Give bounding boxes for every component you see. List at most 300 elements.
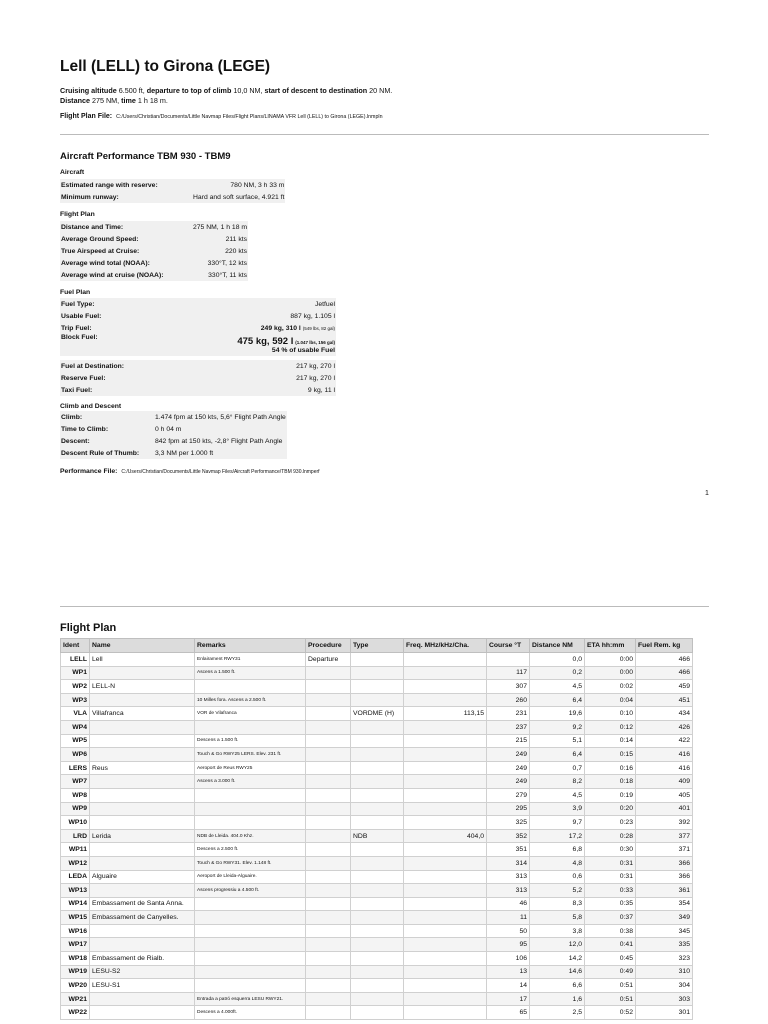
procedure-cell [306,965,351,979]
type-cell [351,666,404,680]
freq-cell [404,666,487,680]
name-cell [90,1006,195,1020]
name-cell [90,788,195,802]
distance-cell: 8,3 [530,897,585,911]
fuel-cell: 416 [636,748,693,762]
kv-value: 1.474 fpm at 150 kts, 5,6° Flight Path Angle [155,413,286,421]
column-header: Procedure [306,639,351,653]
remarks-cell [195,816,306,830]
eta-cell: 0:16 [585,761,636,775]
divider [60,606,709,607]
remarks-cell: Descens a 4.000ft. [195,1006,306,1020]
table-row [61,775,693,789]
distance-cell: 5,1 [530,734,585,748]
fuel-cell: 366 [636,856,693,870]
eta-cell: 0:51 [585,979,636,993]
fuel-cell: 392 [636,816,693,830]
eta-cell: 0:41 [585,938,636,952]
name-cell: Embassament de Canyelles. [90,911,195,925]
name-cell: Villafranca [90,707,195,721]
procedure-cell [306,856,351,870]
distance-cell: 2,5 [530,1006,585,1020]
fuel-cell: 405 [636,788,693,802]
kv-value: 780 NM, 3 h 33 m [230,181,285,189]
kv-value: 842 fpm at 150 kts, -2,8° Flight Path Angle [155,437,283,445]
course-cell: 249 [487,761,530,775]
divider [60,134,709,135]
kv-label: Distance and Time: [61,223,124,231]
ident-cell: WP22 [61,1006,90,1020]
distance-cell: 17,2 [530,829,585,843]
type-cell [351,1006,404,1020]
flightplan-table [60,221,248,281]
fuel-cell: 361 [636,884,693,898]
eta-cell: 0:04 [585,693,636,707]
ident-cell: LEDA [61,870,90,884]
type-cell [351,965,404,979]
type-cell [351,897,404,911]
ident-cell: WP20 [61,979,90,993]
course-cell [487,653,530,667]
table-row [61,802,693,816]
name-cell [90,843,195,857]
kv-row [60,245,248,257]
column-header: Name [90,639,195,653]
kv-label: Estimated range with reserve: [61,181,158,189]
table-row [61,884,693,898]
ident-cell: WP9 [61,802,90,816]
page-number: 1 [705,490,709,497]
eta-cell: 0:00 [585,666,636,680]
table-row [61,653,693,667]
type-cell [351,856,404,870]
ident-cell: WP11 [61,843,90,857]
fuel-cell: 451 [636,693,693,707]
kv-label: Minimum runway: [61,193,119,201]
type-cell [351,843,404,857]
kv-row [60,257,248,269]
remarks-cell: NDB de Lleida. 404.0 Khz. [195,829,306,843]
kv-value: 330°T, 12 kts [207,259,248,267]
name-cell: Lell [90,653,195,667]
eta-cell: 0:35 [585,897,636,911]
kv-label: Descent: [61,437,90,445]
type-cell [351,680,404,694]
type-cell [351,693,404,707]
type-cell [351,748,404,762]
distance-cell: 3,8 [530,924,585,938]
kv-row [60,179,285,191]
eta-cell: 0:02 [585,680,636,694]
freq-cell [404,748,487,762]
name-cell: Embassament de Santa Anna. [90,897,195,911]
procedure-cell [306,924,351,938]
kv-label: Average wind at cruise (NOAA): [61,271,164,279]
name-cell [90,666,195,680]
distance-cell: 9,2 [530,720,585,734]
distance-cell: 6,4 [530,693,585,707]
eta-cell: 0:19 [585,788,636,802]
name-cell [90,748,195,762]
flight-plan-title: Flight Plan [60,622,117,634]
procedure-cell [306,897,351,911]
fuel-heading: Fuel Plan [60,289,91,296]
course-cell: 313 [487,870,530,884]
course-cell: 11 [487,911,530,925]
procedure-cell: Departure [306,653,351,667]
course-cell: 231 [487,707,530,721]
procedure-cell [306,748,351,762]
ident-cell: WP19 [61,965,90,979]
freq-cell [404,897,487,911]
eta-cell: 0:00 [585,653,636,667]
eta-cell: 0:20 [585,802,636,816]
freq-cell [404,1006,487,1020]
ident-cell: WP1 [61,666,90,680]
type-cell [351,992,404,1006]
remarks-cell: Entrada a patró esquerra LESU RWY21. [195,992,306,1006]
remarks-cell [195,720,306,734]
fuel-cell: 366 [636,870,693,884]
course-cell: 314 [487,856,530,870]
remarks-cell [195,979,306,993]
remarks-cell [195,965,306,979]
type-cell [351,884,404,898]
fuel-cell: 304 [636,979,693,993]
name-cell [90,802,195,816]
eta-cell: 0:49 [585,965,636,979]
eta-cell: 0:18 [585,775,636,789]
type-cell [351,911,404,925]
remarks-cell: Enlairament RWY31 [195,653,306,667]
kv-value: Hard and soft surface, 4.921 ft [193,193,285,201]
performance-file: Performance File: C:/Users/Christian/Documents/Little Navmap Files/Aircraft Performance/TBM 930.lnmperf [60,468,320,475]
procedure-cell [306,761,351,775]
climb-table [60,411,287,459]
remarks-cell [195,897,306,911]
type-cell [351,788,404,802]
eta-cell: 0:45 [585,952,636,966]
type-cell [351,924,404,938]
freq-cell [404,788,487,802]
distance-cell: 14,6 [530,965,585,979]
remarks-cell [195,788,306,802]
freq-cell [404,653,487,667]
table-row [61,911,693,925]
course-cell: 351 [487,843,530,857]
course-cell: 215 [487,734,530,748]
procedure-cell [306,992,351,1006]
ident-cell: WP6 [61,748,90,762]
course-cell: 295 [487,802,530,816]
table-row [61,734,693,748]
kv-row [60,269,248,281]
distance-cell: 0,2 [530,666,585,680]
fuel-cell: 401 [636,802,693,816]
table-row [61,843,693,857]
freq-cell [404,992,487,1006]
type-cell [351,653,404,667]
ident-cell: WP14 [61,897,90,911]
ident-cell: WP18 [61,952,90,966]
course-cell: 249 [487,775,530,789]
course-cell: 95 [487,938,530,952]
table-row [61,924,693,938]
type-cell [351,870,404,884]
kv-label: Climb: [61,413,83,421]
name-cell [90,693,195,707]
fuel-cell: 371 [636,843,693,857]
fuel-cell: 335 [636,938,693,952]
distance-cell: 5,8 [530,911,585,925]
type-cell [351,775,404,789]
freq-cell [404,938,487,952]
kv-value: 220 kts [225,247,248,255]
climb-heading: Climb and Descent [60,403,122,410]
column-header: Fuel Rem. kg [636,639,693,653]
remarks-cell: Touch & Go RWY25 LERS. Elev. 231 ft. [195,748,306,762]
procedure-cell [306,720,351,734]
kv-row [60,435,287,447]
distance-cell: 5,2 [530,884,585,898]
table-row [61,816,693,830]
remarks-cell [195,802,306,816]
fuel-cell: 466 [636,653,693,667]
kv-value: 3,3 NM per 1.000 ft [155,449,214,457]
kv-label: Average wind total (NOAA): [61,259,150,267]
eta-cell: 0:28 [585,829,636,843]
column-header: Freq. MHz/kHz/Cha. [404,639,487,653]
distance-cell: 4,5 [530,680,585,694]
kv-value: 0 h 04 m [155,425,182,433]
eta-cell: 0:52 [585,1006,636,1020]
name-cell [90,720,195,734]
ident-cell: WP15 [61,911,90,925]
course-cell: 260 [487,693,530,707]
ident-cell: WP7 [61,775,90,789]
table-row [61,680,693,694]
fuel-cell: 310 [636,965,693,979]
ident-cell: WP17 [61,938,90,952]
freq-cell [404,761,487,775]
ident-cell: WP3 [61,693,90,707]
table-row [61,938,693,952]
course-cell: 46 [487,897,530,911]
name-cell: Reus [90,761,195,775]
freq-cell [404,775,487,789]
distance-cell: 0,6 [530,870,585,884]
distance-cell: 19,6 [530,707,585,721]
distance-cell: 8,2 [530,775,585,789]
performance-title: Aircraft Performance TBM 930 - TBM9 [60,151,231,162]
ident-cell: VLA [61,707,90,721]
fuel-cell: 422 [636,734,693,748]
course-cell: 279 [487,788,530,802]
course-cell: 117 [487,666,530,680]
procedure-cell [306,680,351,694]
kv-value: 211 kts [225,235,248,243]
fuel-cell: 434 [636,707,693,721]
name-cell [90,992,195,1006]
table-row [61,897,693,911]
column-header: Course °T [487,639,530,653]
distance-cell: 6,6 [530,979,585,993]
procedure-cell [306,1006,351,1020]
ident-cell: LRD [61,829,90,843]
column-header: Ident [61,639,90,653]
freq-cell [404,802,487,816]
ident-cell: WP12 [61,856,90,870]
remarks-cell: Aeroport de Lleida-Alguaire. [195,870,306,884]
procedure-cell [306,788,351,802]
distance-cell: 1,6 [530,992,585,1006]
freq-cell [404,924,487,938]
fuel-cell: 345 [636,924,693,938]
name-cell: LESU-S1 [90,979,195,993]
name-cell: LESU-S2 [90,965,195,979]
name-cell: Embassament de Rialb. [90,952,195,966]
kv-row [60,221,248,233]
table-row [61,666,693,680]
fuel-cell: 466 [636,666,693,680]
fuel-cell: 377 [636,829,693,843]
eta-cell: 0:38 [585,924,636,938]
route-title: Lell (LELL) to Girona (LEGE) [60,58,271,75]
procedure-cell [306,884,351,898]
freq-cell [404,870,487,884]
course-cell: 106 [487,952,530,966]
ident-cell: WP8 [61,788,90,802]
column-header: ETA hh:mm [585,639,636,653]
eta-cell: 0:10 [585,707,636,721]
course-cell: 249 [487,748,530,762]
name-cell [90,734,195,748]
eta-cell: 0:31 [585,856,636,870]
distance-cell: 0,7 [530,761,585,775]
eta-cell: 0:23 [585,816,636,830]
remarks-cell [195,952,306,966]
eta-cell: 0:31 [585,870,636,884]
distance-cell: 6,4 [530,748,585,762]
ident-cell: LELL [61,653,90,667]
name-cell [90,856,195,870]
table-row [61,952,693,966]
name-cell: LELL-N [90,680,195,694]
procedure-cell [306,829,351,843]
table-row [61,1006,693,1020]
fuel-table: Fuel Type: Jetfuel Usable Fuel: 887 kg, 1.105 l Trip Fuel: 249 kg, 310 l (549 lbs, 82 gal) Block Fuel: 475 kg, 592 l (1.047 lbs, 156 gal) 54 % of usable Fuel Fuel at Destination: 217 kg, 270 l Reserve Fuel: 217 kg, 270 l Taxi Fuel: 9 kg, 11 l [60,298,336,396]
type-cell [351,761,404,775]
freq-cell [404,979,487,993]
remarks-cell: Ascens a 1.500 ft. [195,666,306,680]
column-header: Remarks [195,639,306,653]
freq-cell [404,734,487,748]
freq-cell [404,843,487,857]
fuel-cell: 409 [636,775,693,789]
remarks-cell: VOR de Vilafranca [195,707,306,721]
name-cell [90,924,195,938]
kv-row [60,233,248,245]
name-cell [90,775,195,789]
type-cell [351,938,404,952]
freq-cell [404,952,487,966]
procedure-cell [306,693,351,707]
eta-cell: 0:15 [585,748,636,762]
table-row [61,829,693,843]
table-row [61,707,693,721]
aircraft-table [60,179,285,203]
remarks-cell: Descens a 2.500 ft. [195,843,306,857]
performance-file-path: C:/Users/Christian/Documents/Little Navmap Files/Aircraft Performance/TBM 930.lnmperf [121,469,320,475]
course-cell: 14 [487,979,530,993]
name-cell [90,884,195,898]
freq-cell [404,720,487,734]
table-row [61,748,693,762]
flight-plan-table [60,638,693,1020]
remarks-cell [195,924,306,938]
kv-label: Time to Climb: [61,425,109,433]
remarks-cell: Ascens a 3.000 ft. [195,775,306,789]
ident-cell: WP4 [61,720,90,734]
table-row [61,693,693,707]
eta-cell: 0:14 [585,734,636,748]
table-row [61,856,693,870]
procedure-cell [306,666,351,680]
distance-cell: 9,7 [530,816,585,830]
fuel-cell: 349 [636,911,693,925]
course-cell: 325 [487,816,530,830]
ident-cell: WP2 [61,680,90,694]
eta-cell: 0:30 [585,843,636,857]
eta-cell: 0:12 [585,720,636,734]
fuel-cell: 459 [636,680,693,694]
ident-cell: LERS [61,761,90,775]
course-cell: 237 [487,720,530,734]
type-cell: NDB [351,829,404,843]
kv-label: Descent Rule of Thumb: [61,449,140,457]
kv-row [60,423,287,435]
fuel-cell: 426 [636,720,693,734]
ident-cell: WP10 [61,816,90,830]
flight-plan-file-path: C:/Users/Christian/Documents/Little Navmap Files/Flight Plans/LINAMA VFR Lell (LELL) to Girona (LEGE).lnmpln [116,114,383,120]
kv-row [60,411,287,423]
procedure-cell [306,952,351,966]
course-cell: 13 [487,965,530,979]
type-cell [351,802,404,816]
procedure-cell [306,775,351,789]
kv-label: Average Ground Speed: [61,235,139,243]
kv-row [60,191,285,203]
name-cell: Alguaire [90,870,195,884]
flight-plan-file: Flight Plan File: C:/Users/Christian/Documents/Little Navmap Files/Flight Plans/LINAMA VFR Lell (LELL) to Girona (LEGE).lnmpln [60,113,383,120]
ident-cell: WP5 [61,734,90,748]
remarks-cell: 10 Milles fora. Ascens a 2.500 ft. [195,693,306,707]
eta-cell: 0:33 [585,884,636,898]
course-cell: 17 [487,992,530,1006]
table-row [61,979,693,993]
eta-cell: 0:37 [585,911,636,925]
column-header: Type [351,639,404,653]
procedure-cell [306,816,351,830]
eta-cell: 0:51 [585,992,636,1006]
course-cell: 50 [487,924,530,938]
freq-cell [404,680,487,694]
freq-cell [404,856,487,870]
fuel-cell: 416 [636,761,693,775]
course-cell: 352 [487,829,530,843]
fuel-cell: 323 [636,952,693,966]
table-row [61,870,693,884]
